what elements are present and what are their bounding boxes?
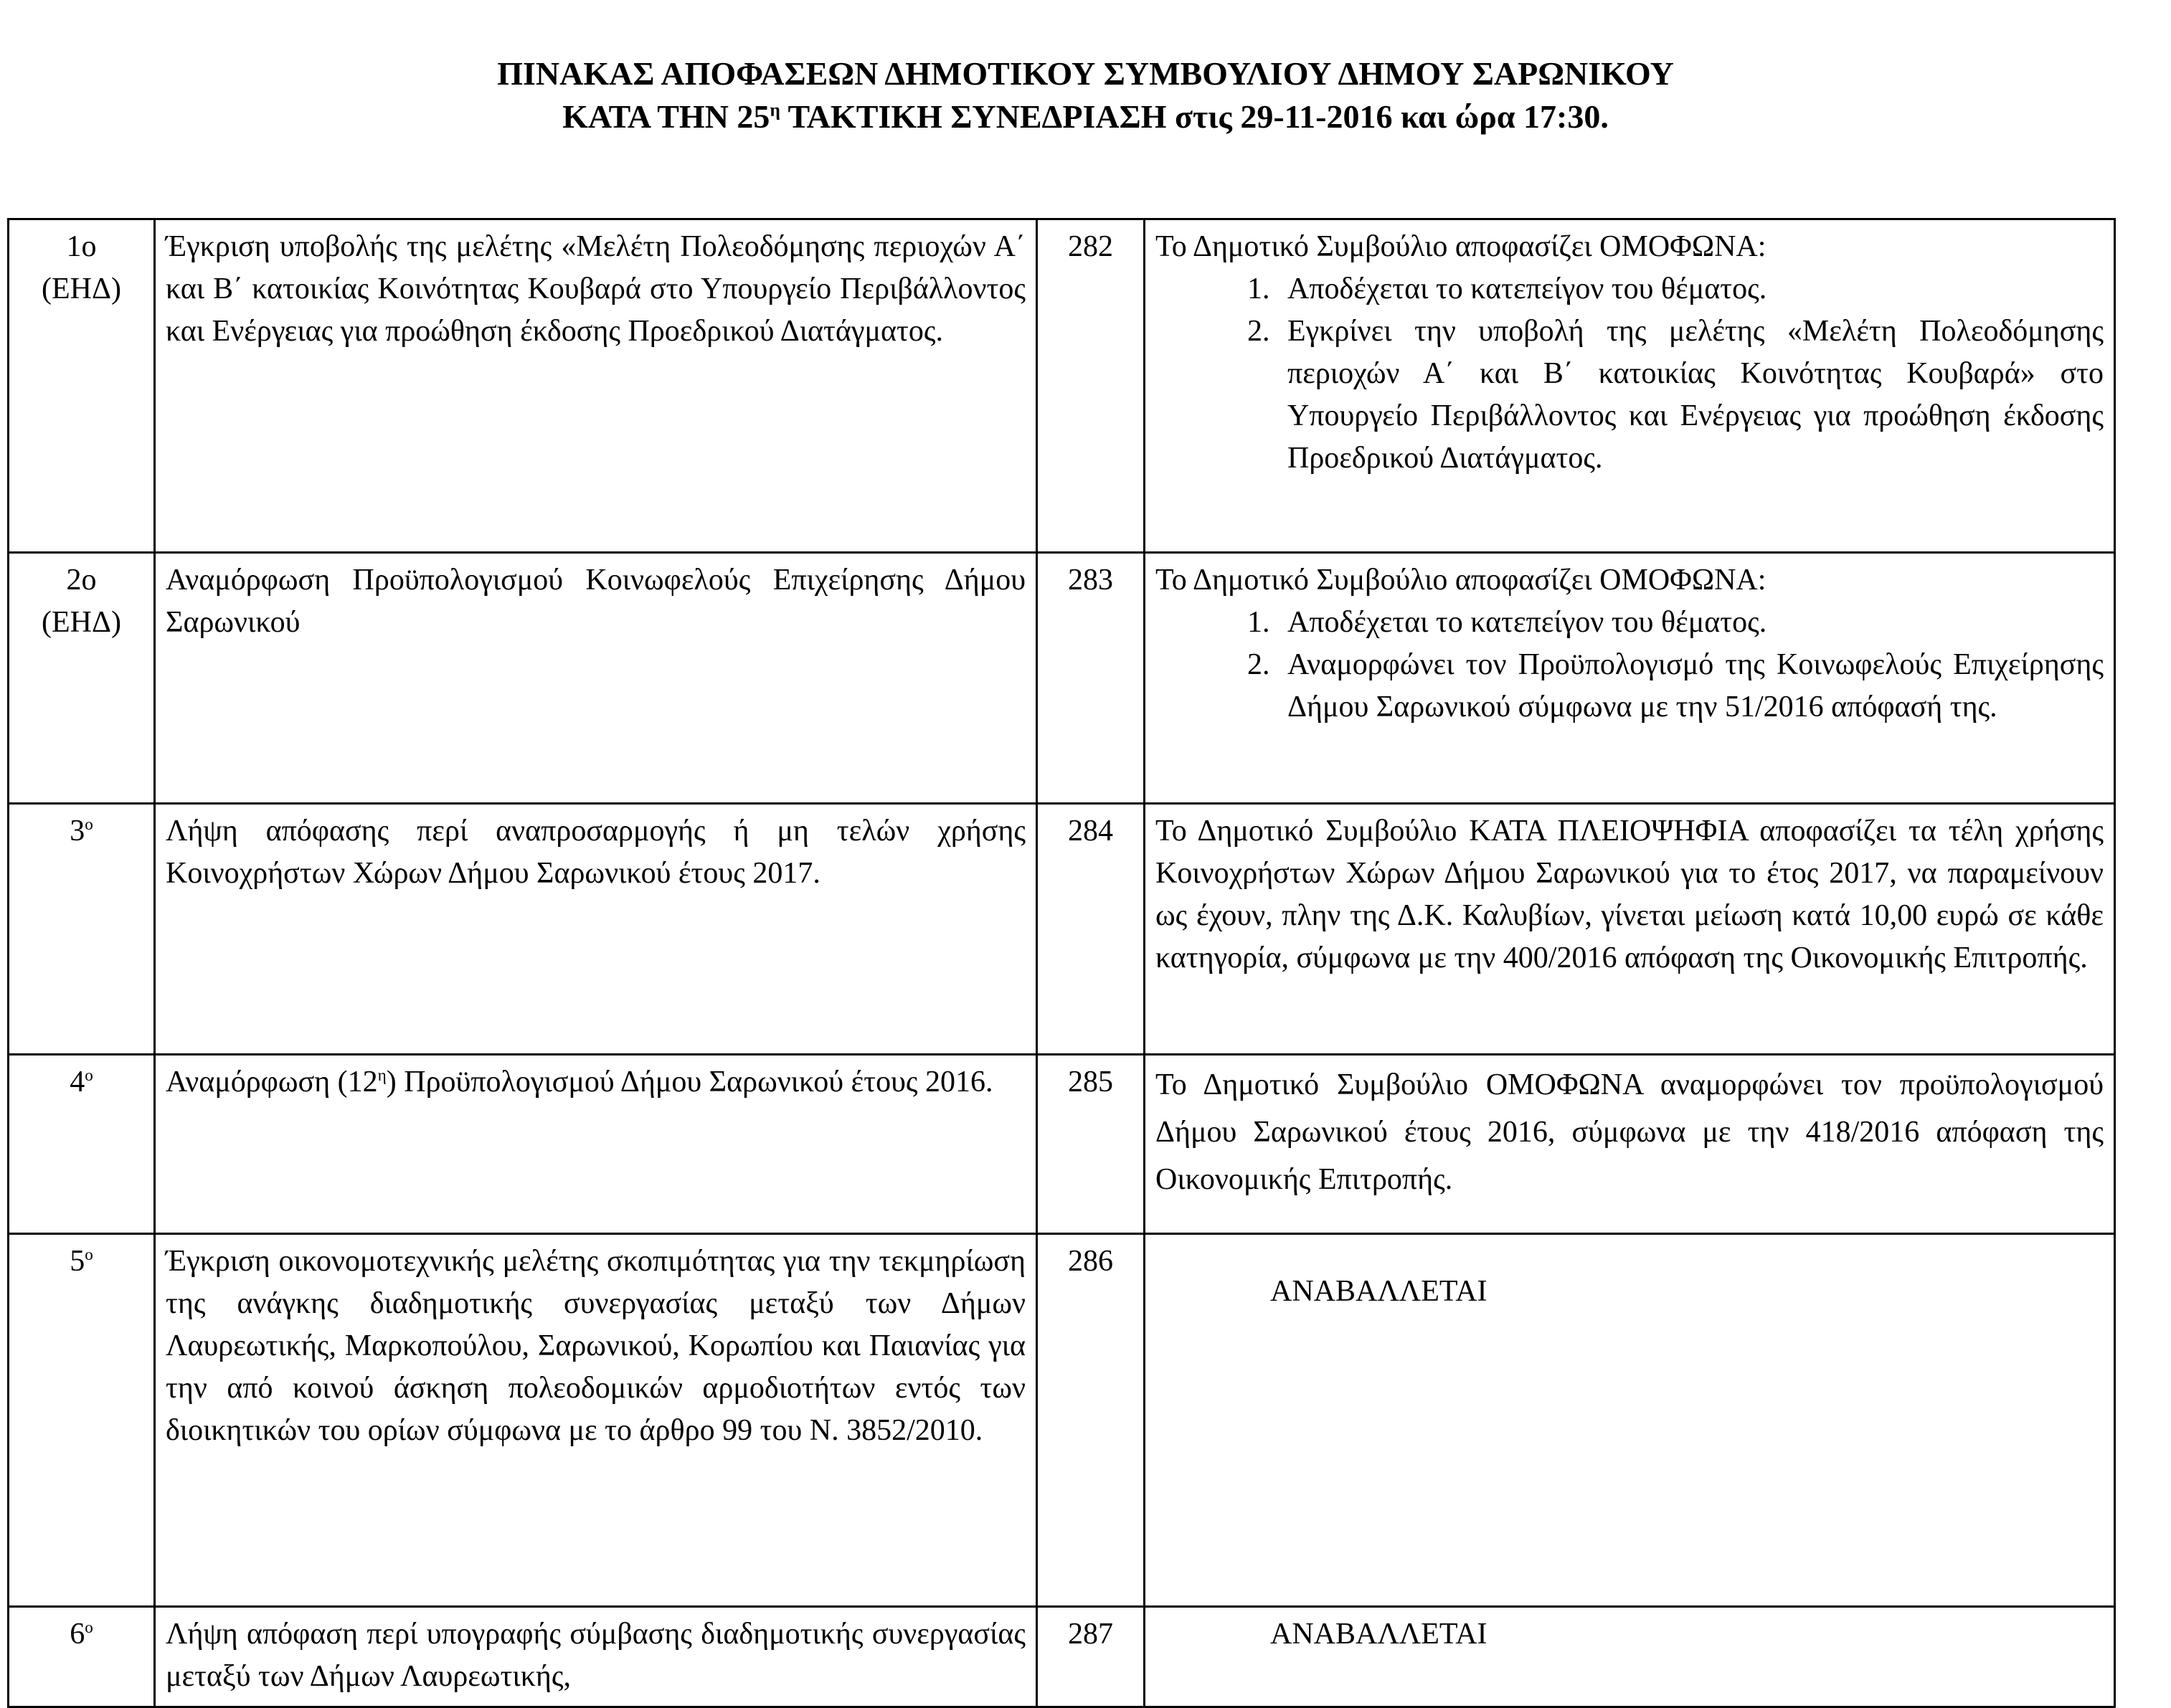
decision-list [1155,602,2104,729]
topic-prefix: Αναμόρφωση (12 [166,1066,378,1099]
list-item: 1. Αποδέχεται το κατεπείγον του θέματος. [1277,268,2104,310]
item-number-cell [9,1055,155,1234]
item-number: 2ο [66,564,97,597]
item-urgent-tag: (ΕΗΔ) [42,606,121,639]
item-number: 1ο [66,230,97,263]
decision-paragraph: Το Δημοτικό Συμβούλιο ΚΑΤΑ ΠΛΕΙΟΨΗΦΙΑ αποφασίζει τα τέλη χρήσης Κοινοχρήστων Χώρων Δήμου Σαρωνικού για το έτος 2017, να παραμείνουν ως έχουν, πλην της Δ.Κ. Καλυβίων, γίνεται μείωση κατά 10,00 ευρώ σε κάθε κατηγορία, σύμφωνα με την 400/2016 απόφαση της Οικονομικής Επιτροπής. [1155,815,2104,974]
item-topic: Αναμόρφωση Προϋπολογισμού Κοινωφελούς Επιχείρησης Δήμου Σαρωνικού [155,553,1037,804]
table-row [9,1055,2115,1234]
decision-number: 287 [1037,1607,1145,1707]
list-item: 1. Αποδέχεται το κατεπείγον του θέματος. [1277,602,2104,644]
decision-list [1155,268,2104,480]
item-number-sup: ο [85,1618,93,1636]
decision-text [1145,1234,2115,1607]
subtitle-prefix: ΚΑΤΑ ΤΗΝ 25 [562,98,770,135]
document-subtitle [0,96,2171,138]
item-number: 4 [70,1066,85,1099]
item-number-cell [9,553,155,804]
item-number-cell [9,1607,155,1707]
decision-number: 283 [1037,553,1145,804]
decision-text [1145,553,2115,804]
decision-number: 285 [1037,1055,1145,1234]
item-topic: Έγκριση οικονομοτεχνικής μελέτης σκοπιμότητας για την τεκμηρίωση της ανάγκης διαδημοτικής συνεργασίας μεταξύ των Δήμων Λαυρεωτικής, Μαρκοπούλου, Σαρωνικού, Κορωπίου και Παιανίας για την από κοινού άσκηση πολεοδομικών αρμοδιοτήτων εντός των διοικητικών του ορίων σύμφωνα με το άρθρο 99 του Ν. 3852/2010. [155,1234,1037,1607]
table-row [9,219,2115,553]
item-number-cell [9,219,155,553]
decision-text [1145,1055,2115,1234]
document-title: ΠΙΝΑΚΑΣ ΑΠΟΦΑΣΕΩΝ ΔΗΜΟΤΙΚΟΥ ΣΥΜΒΟΥΛΙΟΥ ΔΗΜΟΥ ΣΑΡΩΝΙΚΟΥ [497,55,1674,92]
item-number: 5 [70,1245,85,1278]
list-item: 2. Αναμορφώνει τον Προϋπολογισμό της Κοινωφελούς Επιχείρησης Δήμου Σαρωνικού σύμφωνα με την 51/2016 απόφασή της. [1277,644,2104,729]
item-topic: Έγκριση υποβολής της μελέτης «Μελέτη Πολεοδόμησης περιοχών Α΄ και Β΄ κατοικίας Κοινότητας Κουβαρά στο Υπουργείο Περιβάλλοντος και Ενέργειας για προώθηση έκδοσης Προεδρικού Διατάγματος. [155,219,1037,553]
decision-text [1145,804,2115,1055]
decision-number: 284 [1037,804,1145,1055]
item-topic [155,1055,1037,1234]
table-row [9,1607,2115,1707]
item-urgent-tag: (ΕΗΔ) [42,272,121,305]
decision-text [1145,219,2115,553]
item-number: 6 [70,1618,85,1651]
decisions-table [7,218,2116,1708]
decision-intro: Το Δημοτικό Συμβούλιο αποφασίζει ΟΜΟΦΩΝΑ: [1155,564,1766,597]
postponed-status: ΑΝΑΒΑΛΛΕΤΑΙ [1270,1275,1487,1308]
decision-number: 286 [1037,1234,1145,1607]
table-row [9,553,2115,804]
item-number-sup: ο [85,1245,93,1263]
list-item: 2. Εγκρίνει την υποβολή της μελέτης «Μελέτη Πολεοδόμησης περιοχών Α΄ και Β΄ κατοικίας Κοινότητας Κουβαρά» στο Υπουργείο Περιβάλλοντος και Ενέργειας για προώθηση έκδοσης Προεδρικού Διατάγματος. [1277,310,2104,480]
topic-sup: η [377,1066,387,1084]
item-topic: Λήψη απόφαση περί υπογραφής σύμβασης διαδημοτικής συνεργασίας μεταξύ των Δήμων Λαυρεωτικής, [155,1607,1037,1707]
subtitle-ordinal-sup: η [770,100,780,120]
table-row [9,1234,2115,1607]
item-topic: Λήψη απόφασης περί αναπροσαρμογής ή μη τελών χρήσης Κοινοχρήστων Χώρων Δήμου Σαρωνικού έτους 2017. [155,804,1037,1055]
decision-intro: Το Δημοτικό Συμβούλιο αποφασίζει ΟΜΟΦΩΝΑ: [1155,230,1766,263]
item-number-cell [9,1234,155,1607]
table-row [9,804,2115,1055]
subtitle-suffix: ΤΑΚΤΙΚΗ ΣΥΝΕΔΡΙΑΣΗ στις 29-11-2016 και ώρα 17:30. [780,98,1609,135]
postponed-status: ΑΝΑΒΑΛΛΕΤΑΙ [1270,1618,1487,1651]
item-number-sup: ο [85,815,93,833]
decision-text [1145,1607,2115,1707]
item-number-cell [9,804,155,1055]
decision-number: 282 [1037,219,1145,553]
topic-suffix: ) Προϋπολογισμού Δήμου Σαρωνικού έτους 2016. [386,1066,993,1099]
item-number: 3 [70,815,85,848]
item-number-sup: ο [85,1066,93,1084]
decision-paragraph: Το Δημοτικό Συμβούλιο ΟΜΟΦΩΝΑ αναμορφώνει τον προϋπολογισμού Δήμου Σαρωνικού έτους 2016, σύμφωνα με την 418/2016 απόφαση της Οικονομικής Επιτροπής. [1155,1068,2104,1196]
